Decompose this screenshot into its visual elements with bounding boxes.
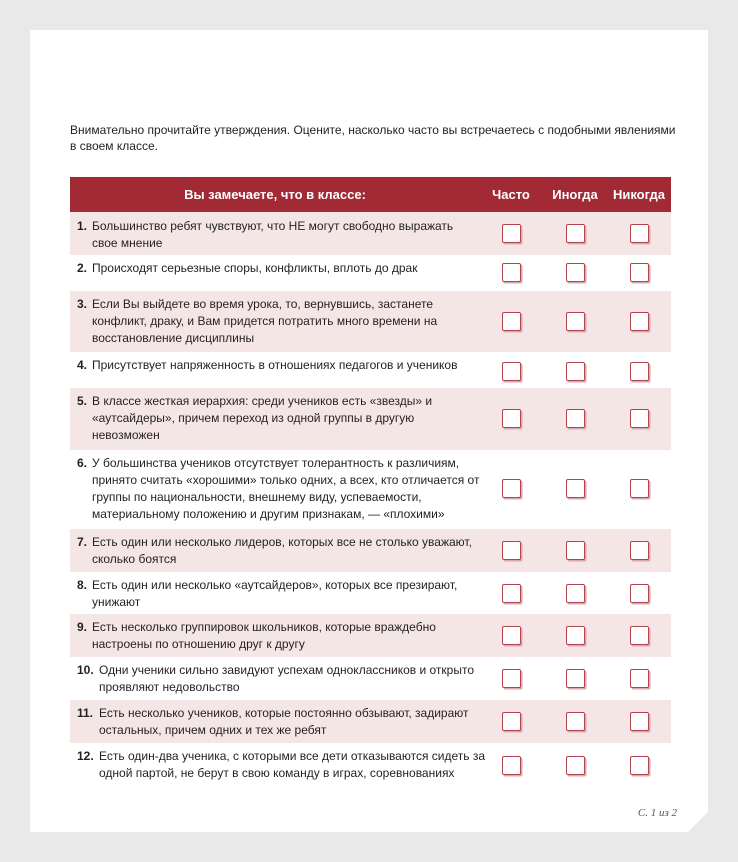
checkbox-never[interactable] bbox=[630, 712, 649, 731]
table-row bbox=[70, 212, 671, 255]
page-corner-fold bbox=[688, 812, 708, 832]
checkbox-often[interactable] bbox=[502, 541, 521, 560]
row-statement: Большинство ребят чувствуют, что НЕ могут свободно выражать свое мнение bbox=[92, 219, 454, 250]
checkbox-often[interactable] bbox=[502, 409, 521, 428]
checkbox-often[interactable] bbox=[502, 312, 521, 331]
checkbox-sometimes[interactable] bbox=[566, 626, 585, 645]
table-row bbox=[70, 352, 671, 388]
table-row bbox=[70, 291, 671, 352]
row-number: 3. bbox=[77, 297, 88, 311]
row-statement: Есть один или несколько лидеров, которых все не столько уважают, сколько боятся bbox=[92, 535, 472, 566]
row-statement: Если Вы выйдете во время урока, то, вернувшись, застанете конфликт, драку, и Вам придется потратить много времени на восстановление дисциплины bbox=[92, 297, 438, 345]
table-row bbox=[70, 572, 671, 614]
checkbox-often[interactable] bbox=[502, 479, 521, 498]
table-row bbox=[70, 529, 671, 572]
checkbox-sometimes[interactable] bbox=[566, 669, 585, 688]
row-number: 2. bbox=[77, 261, 88, 275]
checkbox-sometimes[interactable] bbox=[566, 479, 585, 498]
table-row bbox=[70, 388, 671, 450]
checkbox-sometimes[interactable] bbox=[566, 362, 585, 381]
row-number: 11. bbox=[77, 706, 94, 720]
row-number: 5. bbox=[77, 394, 88, 408]
header-never: Никогда bbox=[612, 187, 666, 202]
checkbox-sometimes[interactable] bbox=[566, 312, 585, 331]
table-header bbox=[70, 177, 671, 212]
checkbox-sometimes[interactable] bbox=[566, 263, 585, 282]
checkbox-sometimes[interactable] bbox=[566, 409, 585, 428]
header-often: Часто bbox=[492, 187, 530, 202]
checkbox-never[interactable] bbox=[630, 263, 649, 282]
checkbox-never[interactable] bbox=[630, 479, 649, 498]
checkbox-never[interactable] bbox=[630, 409, 649, 428]
table-row bbox=[70, 743, 671, 787]
row-statement: Есть один-два ученика, с которыми все дети отказываются сидеть за одной партой, не берут в свою команду в играх, соревнованиях bbox=[99, 749, 486, 780]
instructions-text: Внимательно прочитайте утверждения. Оцените, насколько часто вы встречаетесь с подобными явлениями в своем классе. bbox=[70, 123, 676, 153]
row-number: 12. bbox=[77, 749, 94, 763]
row-statement: Есть несколько группировок школьников, которые враждебно настроены по отношению друг к другу bbox=[92, 620, 436, 651]
checkbox-never[interactable] bbox=[630, 669, 649, 688]
row-number: 4. bbox=[77, 358, 88, 372]
row-number: 9. bbox=[77, 620, 88, 634]
checkbox-often[interactable] bbox=[502, 669, 521, 688]
checkbox-often[interactable] bbox=[502, 224, 521, 243]
row-statement: Одни ученики сильно завидуют успехам одноклассников и открыто проявляют недовольство bbox=[99, 663, 474, 694]
checkbox-never[interactable] bbox=[630, 362, 649, 381]
row-number: 10. bbox=[77, 663, 94, 677]
checkbox-never[interactable] bbox=[630, 756, 649, 775]
checkbox-often[interactable] bbox=[502, 712, 521, 731]
table-row bbox=[70, 700, 671, 743]
checkbox-sometimes[interactable] bbox=[566, 541, 585, 560]
checkbox-often[interactable] bbox=[502, 362, 521, 381]
checkbox-never[interactable] bbox=[630, 541, 649, 560]
row-number: 8. bbox=[77, 578, 88, 592]
row-statement: Есть несколько учеников, которые постоянно обзывают, задирают остальных, причем одних и тех же ребят bbox=[99, 706, 469, 737]
row-number: 7. bbox=[77, 535, 88, 549]
checkbox-sometimes[interactable] bbox=[566, 224, 585, 243]
row-statement: Присутствует напряженность в отношениях педагогов и учеников bbox=[92, 358, 458, 372]
checkbox-never[interactable] bbox=[630, 584, 649, 603]
row-number: 6. bbox=[77, 456, 88, 470]
questionnaire-page bbox=[30, 30, 708, 832]
table-row bbox=[70, 657, 671, 700]
row-statement: Есть один или несколько «аутсайдеров», которых все презирают, унижают bbox=[92, 578, 458, 609]
checkbox-often[interactable] bbox=[502, 584, 521, 603]
header-statement: Вы замечаете, что в классе: bbox=[184, 187, 366, 202]
row-number: 1. bbox=[77, 219, 88, 233]
table-row bbox=[70, 255, 671, 291]
survey-table bbox=[70, 177, 671, 787]
checkbox-never[interactable] bbox=[630, 224, 649, 243]
row-statement: У большинства учеников отсутствует толерантность к различиям, принято считать «хорошими» только одних, а всех, кто отличается от группы по национальности, внешнему виду, успеваемости, материальному положению и другим признакам, — «плохими» bbox=[92, 456, 480, 521]
row-statement: Происходят серьезные споры, конфликты, вплоть до драк bbox=[92, 261, 418, 275]
table-row bbox=[70, 614, 671, 657]
checkbox-often[interactable] bbox=[502, 756, 521, 775]
page-number: С. 1 из 2 bbox=[637, 807, 677, 819]
checkbox-sometimes[interactable] bbox=[566, 584, 585, 603]
checkbox-never[interactable] bbox=[630, 626, 649, 645]
header-sometimes: Иногда bbox=[552, 187, 598, 202]
table-row bbox=[70, 450, 671, 529]
checkbox-often[interactable] bbox=[502, 626, 521, 645]
checkbox-sometimes[interactable] bbox=[566, 712, 585, 731]
checkbox-often[interactable] bbox=[502, 263, 521, 282]
row-statement: В классе жесткая иерархия: среди учеников есть «звезды» и «аутсайдеры», причем переход из одной группы в другую невозможен bbox=[92, 394, 433, 442]
checkbox-never[interactable] bbox=[630, 312, 649, 331]
checkbox-sometimes[interactable] bbox=[566, 756, 585, 775]
